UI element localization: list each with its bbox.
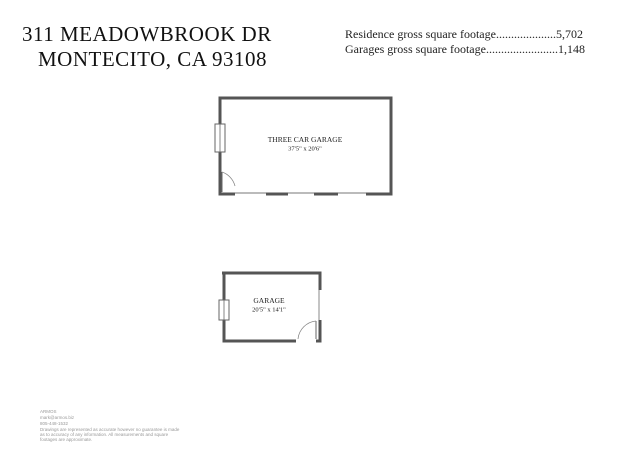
residence-square-footage: Residence gross square footage....................5,702 — [345, 27, 583, 41]
garage-room — [219, 272, 322, 342]
footer-disclaimer-2: as to accuracy of any information. All measurements and square — [40, 432, 169, 437]
footer-disclaimer-1: Drawings are represented as accurate however no guarantee is made — [40, 427, 180, 432]
garages-square-footage: Garages gross square footage........................1,148 — [345, 42, 585, 56]
footer-email: mark@armos.biz — [40, 415, 75, 420]
footer-disclaimer-3: footages are approximate. — [40, 437, 93, 442]
garage-label: GARAGE — [253, 296, 285, 305]
footer-company: ARMOS — [40, 409, 57, 414]
door-swing — [222, 172, 235, 186]
address-line-1: 311 MEADOWBROOK DR — [22, 22, 272, 46]
three-car-garage-dimensions: 37'5" x 20'6" — [288, 145, 322, 153]
door-swing — [298, 321, 316, 339]
garage-dimensions: 20'5" x 14'1" — [252, 306, 286, 314]
footer-phone: 805-448-1532 — [40, 421, 69, 426]
address-line-2: MONTECITO, CA 93108 — [38, 47, 268, 71]
three-car-garage-room — [215, 97, 393, 195]
three-car-garage-label: THREE CAR GARAGE — [267, 135, 343, 144]
